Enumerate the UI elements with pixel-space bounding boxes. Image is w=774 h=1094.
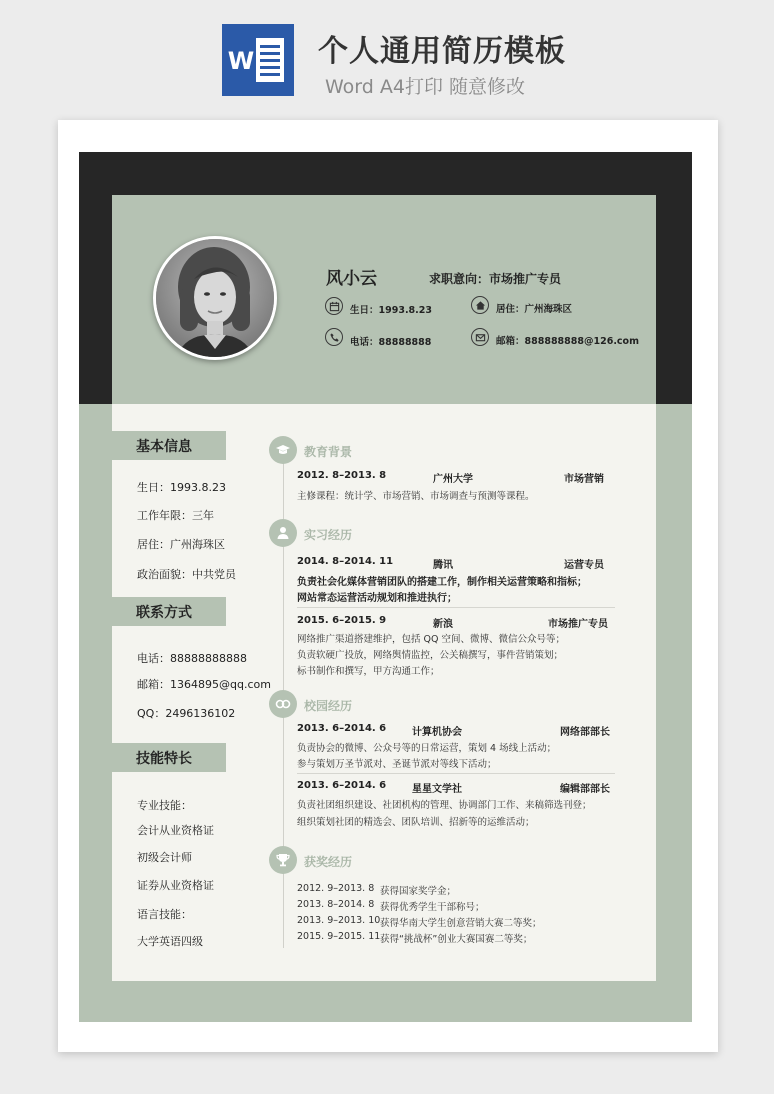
campus2-line: 组织策划社团的精选会、团队培训、招新等的运维活动； (297, 817, 535, 828)
contact-qq: QQ：2496136102 (137, 707, 236, 720)
edu-school: 广州大学 (433, 474, 473, 485)
home-icon (471, 296, 489, 314)
award-text: 获得“挑战杯”创业大赛国赛二等奖； (380, 934, 533, 945)
campus1-line: 负责协会的微博、公众号等的日常运营，策划 4 场线上活动； (297, 743, 557, 754)
contact-phone: 电话：88888888888 (137, 652, 247, 665)
award-text: 获得国家奖学金； (380, 886, 457, 897)
edu-major: 市场营销 (564, 474, 604, 485)
skill-item: 初级会计师 (137, 851, 192, 864)
divider (297, 607, 615, 608)
divider (297, 773, 615, 774)
person-icon (269, 519, 297, 547)
avatar-photo (153, 236, 277, 360)
intern1-period: 2014. 8–2014. 11 (297, 556, 394, 567)
basic-residence: 居住：广州海珠区 (137, 538, 225, 551)
intern2-role: 市场推广专员 (548, 619, 608, 630)
graduation-cap-icon (269, 436, 297, 464)
page-title: 个人通用简历模板 (318, 34, 566, 69)
profile-birth: 生日：1993.8.23 (350, 305, 432, 316)
awards-title: 获奖经历 (304, 855, 353, 869)
trophy-icon (269, 846, 297, 874)
intern1-line: 负责社会化媒体营销团队的搭建工作，制作相关运营策略和指标； (297, 577, 587, 588)
intern2-line: 标书制作和撰写，甲方沟通工作； (297, 666, 440, 677)
intern2-line: 负责软硬广投放，网络舆情监控，公关稿撰写，事件营销策划； (297, 650, 564, 661)
word-logo-letter: W (227, 47, 255, 75)
contact-email: 邮箱：1364895@qq.com (137, 678, 271, 691)
job-intent: 求职意向：市场推广专员 (429, 272, 562, 286)
award-period: 2015. 9–2015. 11 (297, 931, 381, 942)
skill-item: 证券从业资格证 (137, 879, 214, 892)
award-text: 获得优秀学生干部称号； (380, 902, 485, 913)
campus2-org: 星星文学社 (412, 784, 462, 795)
intern1-line: 网站常态运营活动规划和推进执行； (297, 593, 457, 604)
basic-work-years: 工作年限：三年 (137, 509, 214, 522)
word-logo-icon (222, 24, 294, 96)
profile-email: 邮箱：888888888@126.com (496, 336, 639, 347)
campus2-period: 2013. 6–2014. 6 (297, 780, 387, 791)
award-text: 获得华南大学生创意营销大赛二等奖； (380, 918, 542, 929)
award-period: 2012. 9–2013. 8 (297, 883, 375, 894)
basic-political: 政治面貌：中共党员 (137, 568, 236, 581)
group-icon (269, 690, 297, 718)
intern2-period: 2015. 6–2015. 9 (297, 615, 387, 626)
profile-name: 风小云 (326, 269, 377, 289)
internship-title: 实习经历 (304, 528, 353, 542)
phone-icon (325, 328, 343, 346)
campus1-org: 计算机协会 (412, 727, 462, 738)
skills-lang-label: 语言技能： (137, 908, 192, 921)
section-basic-info: 基本信息 (112, 431, 226, 460)
campus2-role: 编辑部部长 (560, 784, 610, 795)
campus1-line: 参与策划万圣节派对、圣诞节派对等线下活动； (297, 759, 497, 770)
mail-icon (471, 328, 489, 346)
intern1-org: 腾讯 (433, 560, 453, 571)
edu-desc: 主修课程：统计学、市场营销、市场调查与预测等课程。 (297, 491, 535, 502)
skill-item: 大学英语四级 (137, 935, 203, 948)
campus1-period: 2013. 6–2014. 6 (297, 723, 387, 734)
skill-item: 会计从业资格证 (137, 824, 214, 837)
award-period: 2013. 8–2014. 8 (297, 899, 375, 910)
intern2-org: 新浪 (433, 619, 453, 630)
campus2-line: 负责社团组织建设、社团机构的管理、协调部门工作、来稿筛选刊登； (297, 800, 592, 811)
section-contact: 联系方式 (112, 597, 226, 626)
calendar-icon (325, 297, 343, 315)
education-title: 教育背景 (304, 445, 353, 459)
campus1-role: 网络部部长 (560, 727, 610, 738)
intern2-line: 网络推广渠道搭建维护，包括 QQ 空间、微博、微信公众号等； (297, 634, 565, 645)
campus-title: 校园经历 (304, 699, 353, 713)
edu-period: 2012. 8–2013. 8 (297, 470, 387, 481)
profile-phone: 电话：88888888 (350, 337, 432, 348)
skills-pro-label: 专业技能： (137, 799, 192, 812)
basic-birth: 生日：1993.8.23 (137, 481, 226, 494)
intern1-role: 运营专员 (564, 560, 604, 571)
page-subtitle: Word A4打印 随意修改 (325, 76, 526, 98)
profile-residence: 居住：广州海珠区 (496, 304, 573, 315)
section-skills: 技能特长 (112, 743, 226, 772)
award-period: 2013. 9–2013. 10 (297, 915, 381, 926)
